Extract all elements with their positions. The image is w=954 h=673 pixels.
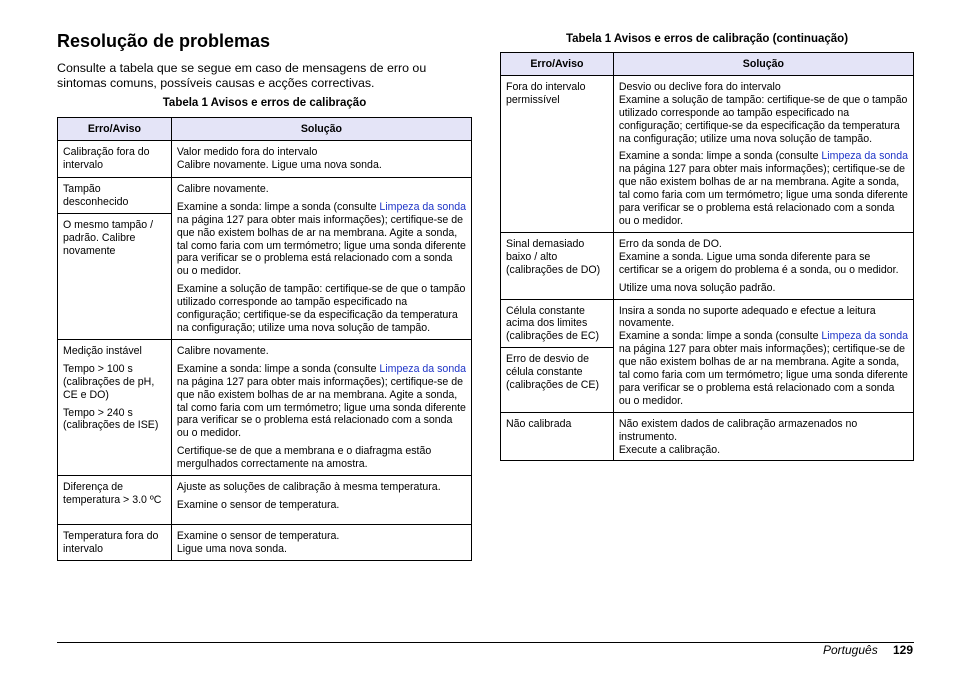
cleaning-link[interactable]: Limpeza da sonda: [379, 200, 466, 213]
column-header-error: Erro/Aviso: [58, 118, 172, 141]
solution-text: Examine a sonda: limpe a sonda (consulte Limpeza da sonda na página 127 para obter mais informações); certifique-se de que não existem bolhas de ar na membrana. Agite a sonda, tal como faria com um termómetro; ligue uma sonda diferente para verificar se o problema está relacionado com a sonda ou o medidor.: [618, 150, 908, 227]
solution-text: Examine o sensor de temperatura.: [176, 498, 340, 511]
calibration-table-continued: [500, 52, 914, 461]
error-cell: Sinal demasiado baixo / alto (calibrações de DO): [501, 232, 614, 299]
solution-text: Calibre novamente. Ligue uma nova sonda.: [176, 158, 382, 171]
solution-text: Examine a solução de tampão: certifique-se de que o tampão utilizado corresponde ao tampão especificado na configuração; certifique-se da especificação da temperatura na configuração; utilize uma nova solução de tampão.: [176, 283, 466, 334]
solution-cell: [171, 177, 471, 339]
error-cell: O mesmo tampão / padrão. Calibre novamente: [58, 213, 172, 339]
table-header-row: [58, 118, 472, 141]
column-header-solution: Solução: [613, 53, 913, 76]
solution-cell: [171, 339, 471, 475]
table-caption-continued: Tabela 1 Avisos e erros de calibração (continuação): [565, 33, 849, 45]
table-row: [58, 476, 472, 525]
table-caption: Tabela 1 Avisos e erros de calibração: [162, 97, 367, 109]
cleaning-link[interactable]: Limpeza da sonda: [821, 330, 908, 343]
solution-cell: [613, 299, 913, 412]
solution-text: Calibre novamente.: [176, 344, 269, 357]
solution-text: Calibre novamente.: [176, 182, 269, 195]
solution-cell: [171, 525, 471, 561]
error-cell: Tampão desconhecido: [58, 177, 172, 213]
solution-text: Ligue uma nova sonda.: [176, 542, 287, 555]
solution-text: Examine a sonda: limpe a sonda (consulte Limpeza da sonda na página 127 para obter mais informações); certifique-se de que não existem bolhas de ar na membrana. Agite a sonda, tal como faria com um termómetro; ligue uma sonda diferente para verificar se o problema está relacionado com a sonda ou o medidor.: [618, 330, 908, 407]
error-cell: Diferença de temperatura > 3.0 ºC: [58, 476, 172, 525]
solution-cell: [171, 140, 471, 177]
table-row: [501, 75, 914, 232]
error-cell: Erro de desvio de célula constante (calibrações de CE): [501, 348, 614, 413]
table-row: [58, 177, 472, 213]
cleaning-link[interactable]: Limpeza da sonda: [821, 150, 908, 163]
solution-text: Desvio ou declive fora do intervalo Examine a solução de tampão: certifique-se de que o tampão utilizado corresponde ao tampão especificado na configuração; certifique-se da especificação da temperatura na configuração; utilize uma nova solução de tampão.: [618, 80, 908, 145]
page-number: 129: [893, 643, 914, 657]
solution-cell: [613, 75, 913, 232]
solution-cell: [613, 232, 913, 299]
solution-cell: [613, 412, 913, 461]
table-header-row: [501, 53, 914, 76]
error-cell: Célula constante acima dos limites (calibrações de EC): [501, 299, 614, 348]
solution-text: Não existem dados de calibração armazenados no instrumento.: [618, 417, 858, 443]
page-title: Resolução de problemas: [57, 31, 271, 51]
table-row: [501, 299, 914, 348]
calibration-table: [57, 117, 472, 561]
solution-text: Ajuste as soluções de calibração à mesma temperatura.: [176, 481, 441, 494]
column-header-error: Erro/Aviso: [501, 53, 614, 76]
error-cell: Medição instável Tempo > 100 s (calibrações de pH, CE e DO) Tempo > 240 s (calibrações de ISE): [58, 339, 172, 475]
solution-text: Examine o sensor de temperatura.: [176, 530, 340, 543]
table-row: [58, 339, 472, 475]
table-row: [58, 140, 472, 177]
footer-divider: [57, 642, 914, 643]
solution-text: Utilize uma nova solução padrão.: [618, 281, 776, 294]
error-cell: Calibração fora do intervalo: [58, 140, 172, 177]
intro-paragraph: Consulte a tabela que se segue em caso de mensagens de erro ou sintomas comuns, possíveis causas e acções correctivas.: [57, 61, 427, 90]
solution-cell: [171, 476, 471, 525]
solution-text: Valor medido fora do intervalo: [176, 145, 318, 158]
error-cell: Fora do intervalo permissível: [501, 75, 614, 232]
solution-text: Examine a sonda: limpe a sonda (consulte Limpeza da sonda na página 127 para obter mais informações); certifique-se de que não existem bolhas de ar na membrana. Agite a sonda, tal como faria com um termómetro; ligue uma sonda diferente para verificar se o problema está relacionado com a sonda ou o medidor.: [176, 362, 466, 440]
table-row: [58, 525, 472, 561]
column-header-solution: Solução: [171, 118, 471, 141]
cleaning-link[interactable]: Limpeza da sonda: [379, 362, 466, 375]
solution-text: Execute a calibração.: [618, 443, 721, 456]
solution-text: Insira a sonda no suporte adequado e efectue a leitura novamente.: [618, 304, 876, 330]
solution-text: Examine a sonda: limpe a sonda (consulte Limpeza da sonda na página 127 para obter mais informações); certifique-se de que não existem bolhas de ar na membrana. Agite a sonda, tal como faria com um termómetro; ligue uma sonda diferente para verificar se o problema está relacionado com a sonda ou o medidor.: [176, 200, 466, 278]
solution-text: Erro da sonda de DO. Examine a sonda. Ligue uma sonda diferente para se certificar se a origem do problema é a sonda, ou o medidor.: [618, 237, 899, 276]
error-cell: Não calibrada: [501, 412, 614, 461]
table-row: [501, 412, 914, 461]
error-cell: Temperatura fora do intervalo: [58, 525, 172, 561]
solution-text: Certifique-se de que a membrana e o diafragma estão mergulhados correctamente na amostra.: [176, 445, 432, 471]
footer-language: Português: [823, 643, 878, 657]
table-row: [501, 232, 914, 299]
